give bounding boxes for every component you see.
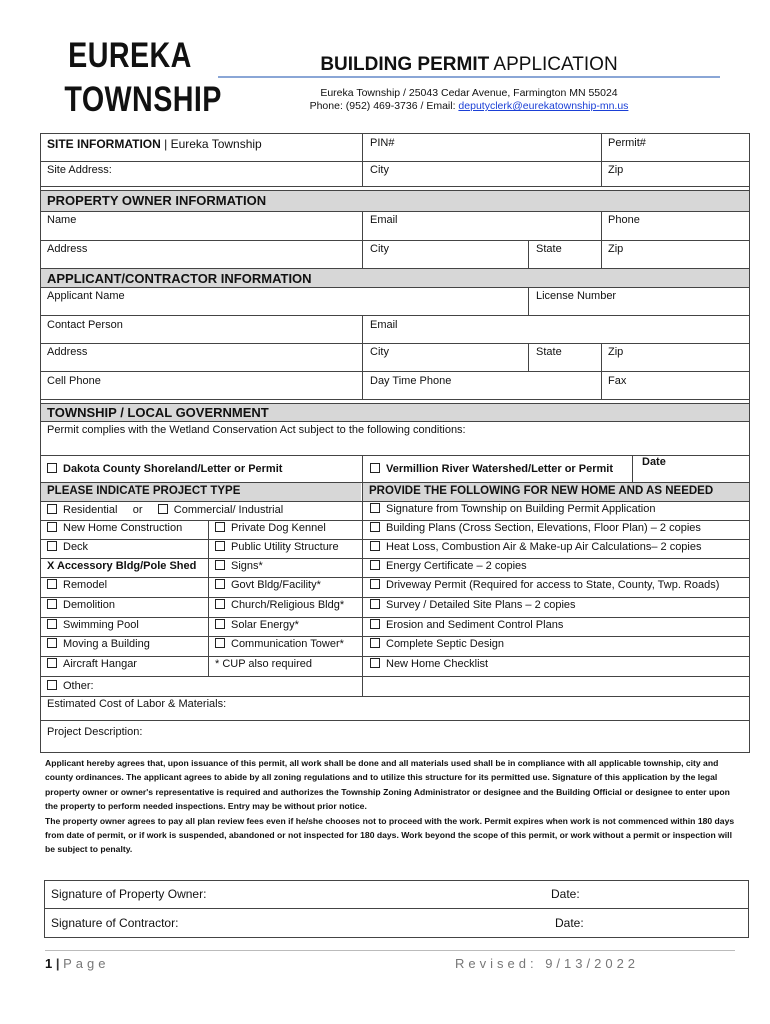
license-number-field[interactable]: License Number: [536, 290, 617, 302]
email-link[interactable]: deputyclerk@eurekatownship-mn.us: [458, 100, 629, 112]
project-type-b-3[interactable]: [209, 558, 361, 576]
project-type-b-6[interactable]: [209, 617, 361, 635]
applicant-section-header: APPLICANT/CONTRACTOR INFORMATION: [41, 269, 749, 287]
contractor-signature-field[interactable]: Signature of Contractor:: [51, 916, 179, 930]
applicant-name-field[interactable]: Applicant Name: [47, 290, 125, 302]
project-type-1-checkbox[interactable]: [47, 522, 57, 532]
required-document-6-checkbox[interactable]: [370, 599, 380, 609]
contact-line: Phone: (952) 469-3736 / Email: deputyclerk@eurekatownship-mn.us: [309, 100, 629, 112]
required-document-9[interactable]: [364, 656, 748, 674]
applicant-zip-field[interactable]: Zip: [608, 346, 624, 358]
project-type-header: PLEASE INDICATE PROJECT TYPE: [41, 483, 361, 501]
page-title: BUILDING PERMIT APPLICATION: [320, 54, 618, 75]
required-document-2-label: Building Plans (Cross Section, Elevations, Floor Plan) – 2 copies: [386, 522, 701, 534]
grid-line: [40, 676, 750, 677]
grid-line: [40, 617, 750, 618]
grid-line: [40, 656, 750, 657]
residential-commercial-row: [41, 502, 361, 520]
vermillion-checkbox[interactable]: [370, 463, 380, 473]
required-document-7-label: Erosion and Sediment Control Plans: [386, 619, 564, 631]
project-type-b-5-label: Church/Religious Bldg*: [231, 599, 345, 611]
required-document-8-checkbox[interactable]: [370, 638, 380, 648]
project-type-5-label: Demolition: [63, 599, 115, 611]
grid-line: [40, 558, 750, 559]
applicant-state-field[interactable]: State: [536, 346, 562, 358]
project-type-b-7[interactable]: [209, 636, 361, 654]
pin-field[interactable]: PIN#: [370, 137, 395, 149]
township-logo: [64, 34, 222, 122]
address-line: Eureka Township / 25043 Cedar Avenue, Farmington MN 55024: [320, 87, 618, 99]
project-type-b-8-label: * CUP also required: [215, 658, 313, 670]
required-document-1[interactable]: [364, 501, 748, 519]
applicant-email-field[interactable]: Email: [370, 319, 398, 331]
project-type-b-6-checkbox[interactable]: [215, 619, 225, 629]
other-checkbox[interactable]: [47, 680, 57, 690]
project-type-6-checkbox[interactable]: [47, 619, 57, 629]
fax-field[interactable]: Fax: [608, 375, 627, 387]
grid-line: [40, 597, 750, 598]
project-type-7-checkbox[interactable]: [47, 638, 57, 648]
required-document-7-checkbox[interactable]: [370, 619, 380, 629]
required-document-9-checkbox[interactable]: [370, 658, 380, 668]
project-type-8[interactable]: [41, 656, 207, 674]
commercial-checkbox[interactable]: [158, 504, 168, 514]
applicant-city-field[interactable]: City: [370, 346, 389, 358]
project-type-5-checkbox[interactable]: [47, 599, 57, 609]
project-type-8-label: Aircraft Hangar: [63, 658, 137, 670]
title-rule: [218, 76, 720, 78]
or-label: or: [132, 504, 143, 516]
agreement-paragraph-1: Applicant hereby agrees that, upon issuance of this permit, all work shall be done and all materials used shall be in compliance with all applicable township, city and county ordinances. The applicant agrees to abide by all zoning regulations and to utilize this structure for its permitted use. Signature of this application by the legal property owner or owner's representative is required and authorizes the Township Zoning Administrator or designee and the Building Official or designee to enter upon the property to perform needed inspections. Entry may be without prior notice.: [45, 758, 730, 812]
township-section-header: TOWNSHIP / LOCAL GOVERNMENT: [41, 403, 749, 421]
grid-line: [40, 577, 750, 578]
required-document-5-label: Driveway Permit (Required for access to State, County, Twp. Roads): [386, 579, 720, 591]
project-type-b-2[interactable]: [209, 539, 361, 557]
agreement-text: [45, 756, 735, 857]
contact-person-field[interactable]: Contact Person: [47, 319, 123, 331]
cell-phone-field[interactable]: Cell Phone: [47, 375, 101, 387]
project-type-b-1-checkbox[interactable]: [215, 522, 225, 532]
site-zip-field[interactable]: Zip: [608, 164, 624, 176]
agreement-paragraph-2: The property owner agrees to pay all plan review fees even if he/she chooses not to proceed with the work. Permit expires when work is not commenced within 180 days from date of permit, or if work is suspended, abandoned or not inspected for 180 days. Work beyond the scope of this permit, or work without a permit or inspection will be subject to penalty.: [45, 815, 735, 855]
owner-name-field[interactable]: Name: [47, 214, 77, 226]
project-type-2[interactable]: [41, 539, 207, 557]
project-type-7[interactable]: [41, 636, 207, 654]
project-type-4-label: Remodel: [63, 579, 108, 591]
required-document-4-label: Energy Certificate – 2 copies: [386, 560, 527, 572]
owner-signature-field[interactable]: Signature of Property Owner:: [51, 887, 207, 901]
project-type-7-label: Moving a Building: [63, 638, 150, 650]
required-document-6[interactable]: [364, 597, 748, 615]
applicant-address-field[interactable]: Address: [47, 346, 88, 358]
project-type-3: [41, 558, 207, 576]
required-document-1-label: Signature from Township on Building Permit Application: [386, 503, 656, 515]
owner-address-field[interactable]: Address: [47, 243, 88, 255]
owner-city-field[interactable]: City: [370, 243, 389, 255]
required-document-5-checkbox[interactable]: [370, 579, 380, 589]
project-type-b-3-label: Signs*: [231, 560, 263, 572]
site-info-title: SITE INFORMATION | Eureka Township: [47, 137, 262, 151]
project-type-3-label: X Accessory Bldg/Pole Shed: [47, 560, 197, 572]
grid-line: [40, 636, 750, 637]
project-type-6[interactable]: [41, 617, 207, 635]
project-type-b-2-label: Public Utility Structure: [231, 541, 339, 553]
project-description-field[interactable]: Project Description:: [47, 726, 143, 738]
residential-checkbox[interactable]: [47, 504, 57, 514]
permit-number-field[interactable]: Permit#: [608, 137, 646, 149]
owner-state-field[interactable]: State: [536, 243, 562, 255]
required-document-2-checkbox[interactable]: [370, 522, 380, 532]
required-document-4-checkbox[interactable]: [370, 560, 380, 570]
project-type-1[interactable]: [41, 520, 207, 538]
contractor-signature-date[interactable]: Date:: [555, 916, 584, 930]
project-type-2-checkbox[interactable]: [47, 541, 57, 551]
grid-line: [40, 539, 750, 540]
project-type-b-1-label: Private Dog Kennel: [231, 522, 326, 534]
project-type-b-7-checkbox[interactable]: [215, 638, 225, 648]
project-type-b-4[interactable]: [209, 577, 361, 595]
dakota-county-option[interactable]: Dakota County Shoreland/Letter or Permit: [41, 461, 361, 481]
required-document-3[interactable]: [364, 539, 748, 557]
site-city-field[interactable]: City: [370, 164, 389, 176]
owner-zip-field[interactable]: Zip: [608, 243, 624, 255]
other-option[interactable]: Other:: [41, 678, 361, 696]
project-type-b-7-label: Communication Tower*: [231, 638, 344, 650]
site-address-field[interactable]: Site Address:: [47, 164, 112, 176]
project-type-8-checkbox[interactable]: [47, 658, 57, 668]
required-document-3-checkbox[interactable]: [370, 541, 380, 551]
revised-date: Revised: 9/13/2022: [455, 956, 640, 971]
project-type-b-4-checkbox[interactable]: [215, 579, 225, 589]
project-type-6-label: Swimming Pool: [63, 619, 139, 631]
project-type-b-3-checkbox[interactable]: [215, 560, 225, 570]
required-document-6-label: Survey / Detailed Site Plans – 2 copies: [386, 599, 576, 611]
dakota-checkbox[interactable]: [47, 463, 57, 473]
owner-phone-field[interactable]: Phone: [608, 214, 640, 226]
project-type-2-label: Deck: [63, 541, 89, 553]
commercial-label: Commercial/ Industrial: [173, 504, 284, 516]
township-date-field[interactable]: Date: [642, 456, 666, 468]
required-document-9-label: New Home Checklist: [386, 658, 489, 670]
required-document-4[interactable]: [364, 558, 748, 576]
new-home-needs-header: PROVIDE THE FOLLOWING FOR NEW HOME AND AS NEEDED: [363, 483, 749, 501]
owner-signature-date[interactable]: Date:: [551, 887, 580, 901]
project-type-b-8: [209, 656, 361, 674]
required-document-7[interactable]: [364, 617, 748, 635]
owner-email-field[interactable]: Email: [370, 214, 398, 226]
required-document-2[interactable]: [364, 520, 748, 538]
project-type-1-label: New Home Construction: [63, 522, 183, 534]
required-document-8-label: Complete Septic Design: [386, 638, 505, 650]
grid-line: [40, 520, 750, 521]
header-address: [218, 87, 720, 113]
project-type-4[interactable]: [41, 577, 207, 595]
logo-line-1: EUREKA: [68, 36, 192, 75]
project-type-b-2-checkbox[interactable]: [215, 541, 225, 551]
page-number: 1 | Page: [45, 956, 110, 971]
project-type-5[interactable]: [41, 597, 207, 615]
footer-rule: [45, 950, 735, 951]
project-type-b-4-label: Govt Bldg/Facility*: [231, 579, 321, 591]
residential-label: Residential: [63, 504, 118, 516]
daytime-phone-field[interactable]: Day Time Phone: [370, 375, 452, 387]
project-type-b-5-checkbox[interactable]: [215, 599, 225, 609]
estimated-cost-field[interactable]: Estimated Cost of Labor & Materials:: [47, 698, 227, 710]
required-document-3-label: Heat Loss, Combustion Air & Make-up Air Calculations– 2 copies: [386, 541, 702, 553]
required-document-8[interactable]: [364, 636, 748, 654]
project-type-b-5[interactable]: [209, 597, 361, 615]
wetland-conditions[interactable]: Permit complies with the Wetland Conservation Act subject to the following conditions:: [47, 424, 466, 436]
owner-section-header: PROPERTY OWNER INFORMATION: [41, 191, 749, 211]
required-document-5[interactable]: [364, 577, 748, 595]
project-type-4-checkbox[interactable]: [47, 579, 57, 589]
vermillion-option[interactable]: Vermillion River Watershed/Letter or Permit: [364, 461, 629, 481]
project-type-b-6-label: Solar Energy*: [231, 619, 299, 631]
project-type-b-1[interactable]: [209, 520, 361, 538]
required-document-1-checkbox[interactable]: [370, 503, 380, 513]
logo-line-2: TOWNSHIP: [64, 80, 222, 119]
